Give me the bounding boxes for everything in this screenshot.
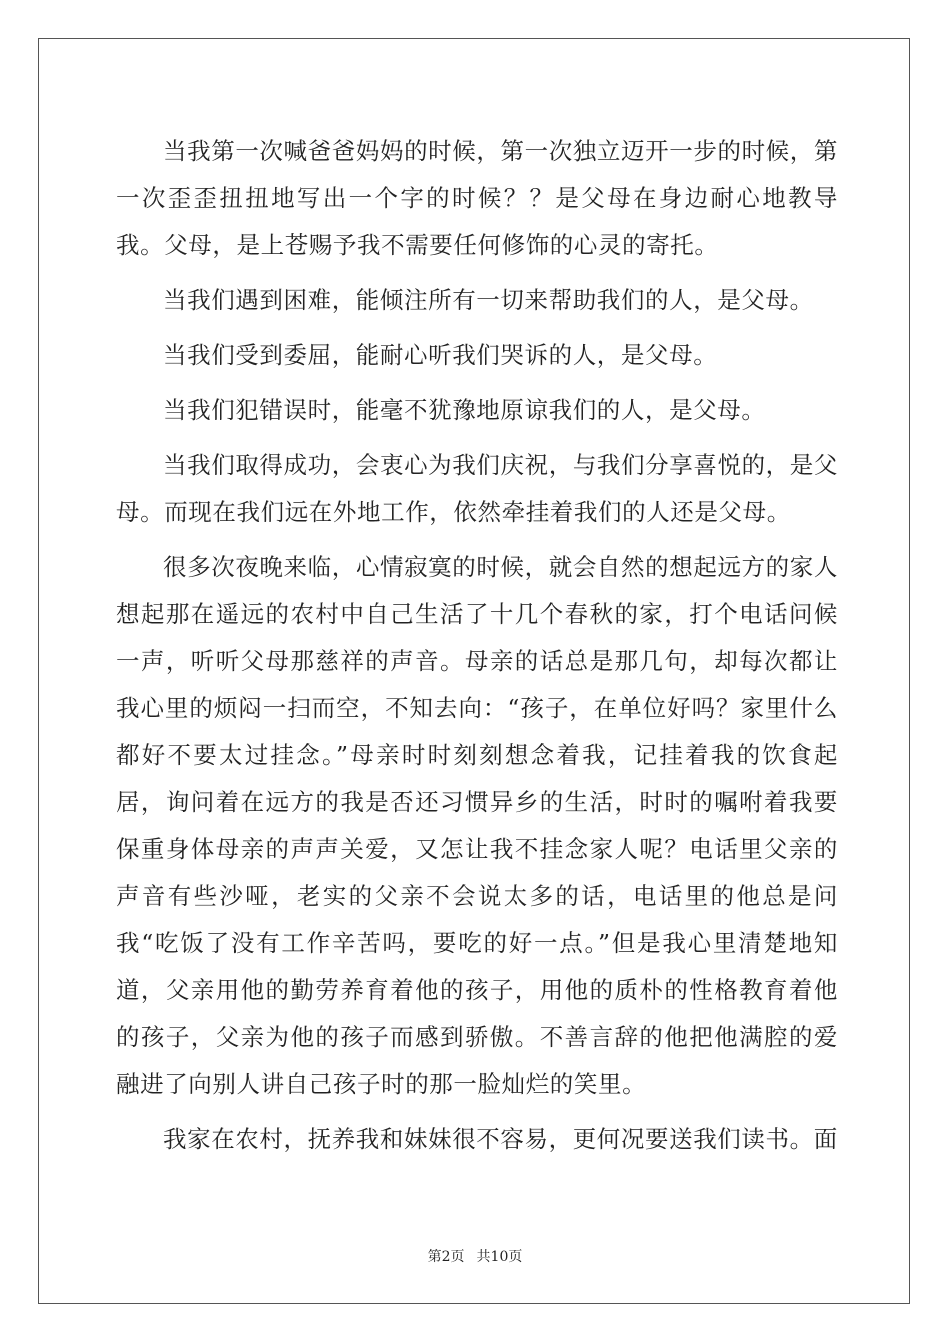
total-pages-label: 共10页 — [476, 1249, 523, 1265]
page-footer — [0, 1248, 950, 1266]
paragraph-6: 很多次夜晚来临，心情寂寞的时候，就会自然的想起远方的家人想起那在遥远的农村中自己生活了十几个春秋的家，打个电话问候一声，听听父母那慈祥的声音。母亲的话总是那几句，却每次都让我心里的烦闷一扫而空，不知去向：“孩子，在单位好吗？家里什么都好不要太过挂念。”母亲时时刻刻想念着我，记挂着我的饮食起居，询问着在远方的我是否还习惯异乡的生活，时时的嘱咐着我要保重身体母亲的声声关爱，又怎让我不挂念家人呢？电话里父亲的声音有些沙哑，老实的父亲不会说太多的话，电话里的他总是问我“吃饭了没有工作辛苦吗，要吃的好一点。”但是我心里清楚地知道，父亲用他的勤劳养育着他的孩子，用他的质朴的性格教育着他的孩子，父亲为他的孩子而感到骄傲。不善言辞的他把他满腔的爱融进了向别人讲自己孩子时的那一脸灿烂的笑里。 — [116, 553, 838, 1098]
paragraph-2: 当我们遇到困难，能倾注所有一切来帮助我们的人，是父母。 — [163, 286, 814, 314]
paragraph-3: 当我们受到委屈，能耐心听我们哭诉的人，是父母。 — [163, 341, 718, 369]
paragraph-7: 我家在农村，抚养我和妹妹很不容易，更何况要送我们读书。面 — [163, 1125, 838, 1153]
paragraph-4: 当我们犯错误时，能毫不犹豫地原谅我们的人，是父母。 — [163, 396, 766, 424]
paragraph-5: 当我们取得成功，会衷心为我们庆祝，与我们分享喜悦的，是父母。而现在我们远在外地工作，依然牵挂着我们的人还是父母。 — [116, 451, 838, 526]
document-body — [116, 128, 838, 1171]
current-page-label: 第2页 — [427, 1249, 465, 1265]
paragraph-1: 当我第一次喊爸爸妈妈的时候，第一次独立迈开一步的时候，第一次歪歪扭扭地写出一个字的时候？？是父母在身边耐心地教导我。父母，是上苍赐予我不需要任何修饰的心灵的寄托。 — [116, 137, 838, 259]
